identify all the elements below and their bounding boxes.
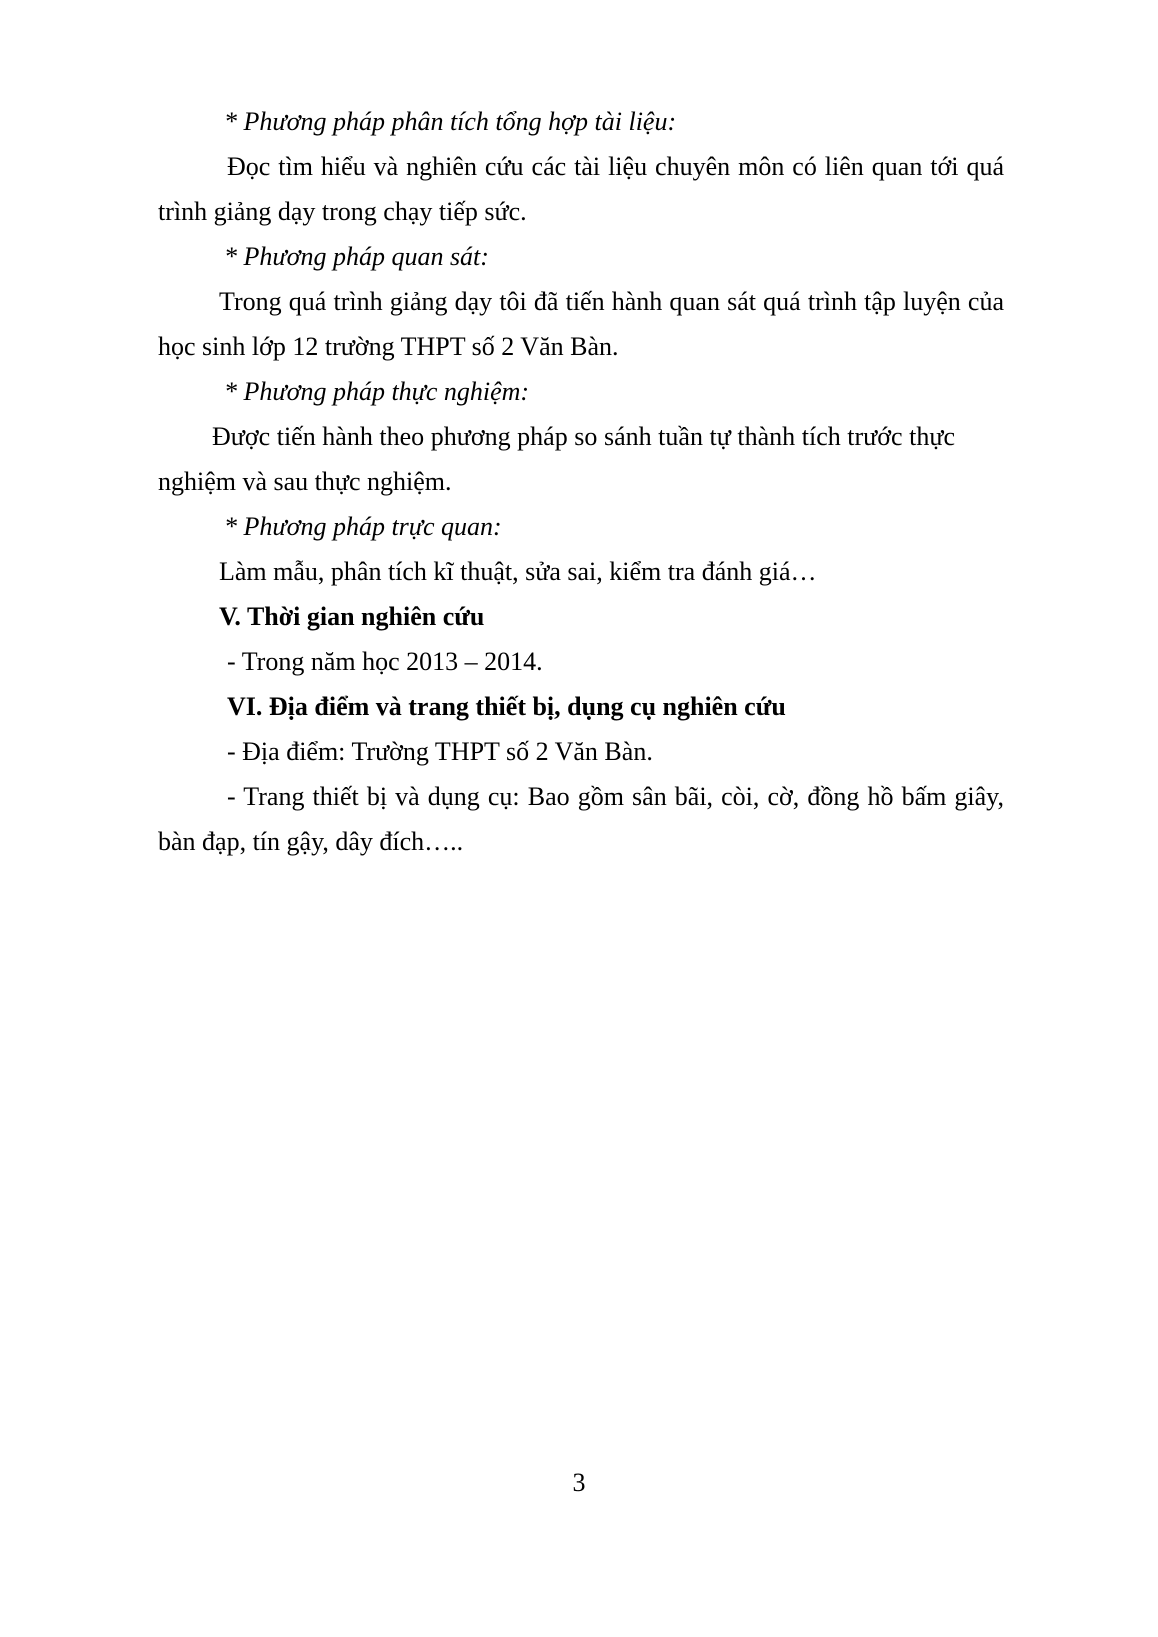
method-experiment-body-line-1: Được tiến hành theo phương pháp so sánh tuần tự thành tích trước thực xyxy=(212,422,955,451)
method-document-analysis-body-line-2: trình giảng dạy trong chạy tiếp sức. xyxy=(158,197,527,226)
section-vi-heading: VI. Địa điểm và trang thiết bị, dụng cụ nghiên cứu xyxy=(227,692,786,721)
section-v-item: - Trong năm học 2013 – 2014. xyxy=(227,647,543,676)
method-document-analysis-heading: * Phương pháp phân tích tổng hợp tài liệu: xyxy=(224,107,677,136)
method-observation-body-line-1: Trong quá trình giảng dạy tôi đã tiến hành quan sát quá trình tập luyện của xyxy=(219,287,1004,316)
section-vi-location-item: - Địa điểm: Trường THPT số 2 Văn Bàn. xyxy=(227,737,653,766)
section-v-heading: V. Thời gian nghiên cứu xyxy=(219,602,485,631)
section-vi-equipment-line-1: - Trang thiết bị và dụng cụ: Bao gồm sân bãi, còi, cờ, đồng hồ bấm giây, xyxy=(227,782,1004,811)
page-number: 3 xyxy=(572,1468,586,1497)
method-experiment-body-line-2: nghiệm và sau thực nghiệm. xyxy=(158,467,452,496)
method-experiment-heading: * Phương pháp thực nghiệm: xyxy=(224,377,530,406)
method-observation-body-line-2: học sinh lớp 12 trường THPT số 2 Văn Bàn. xyxy=(158,332,619,361)
method-visual-body: Làm mẫu, phân tích kĩ thuật, sửa sai, kiểm tra đánh giá… xyxy=(219,557,817,586)
section-vi-equipment-line-2: bàn đạp, tín gậy, dây đích….. xyxy=(158,827,464,856)
method-visual-heading: * Phương pháp trực quan: xyxy=(224,512,502,541)
method-observation-heading: * Phương pháp quan sát: xyxy=(224,242,489,271)
method-document-analysis-body-line-1: Đọc tìm hiểu và nghiên cứu các tài liệu chuyên môn có liên quan tới quá xyxy=(227,152,1004,181)
